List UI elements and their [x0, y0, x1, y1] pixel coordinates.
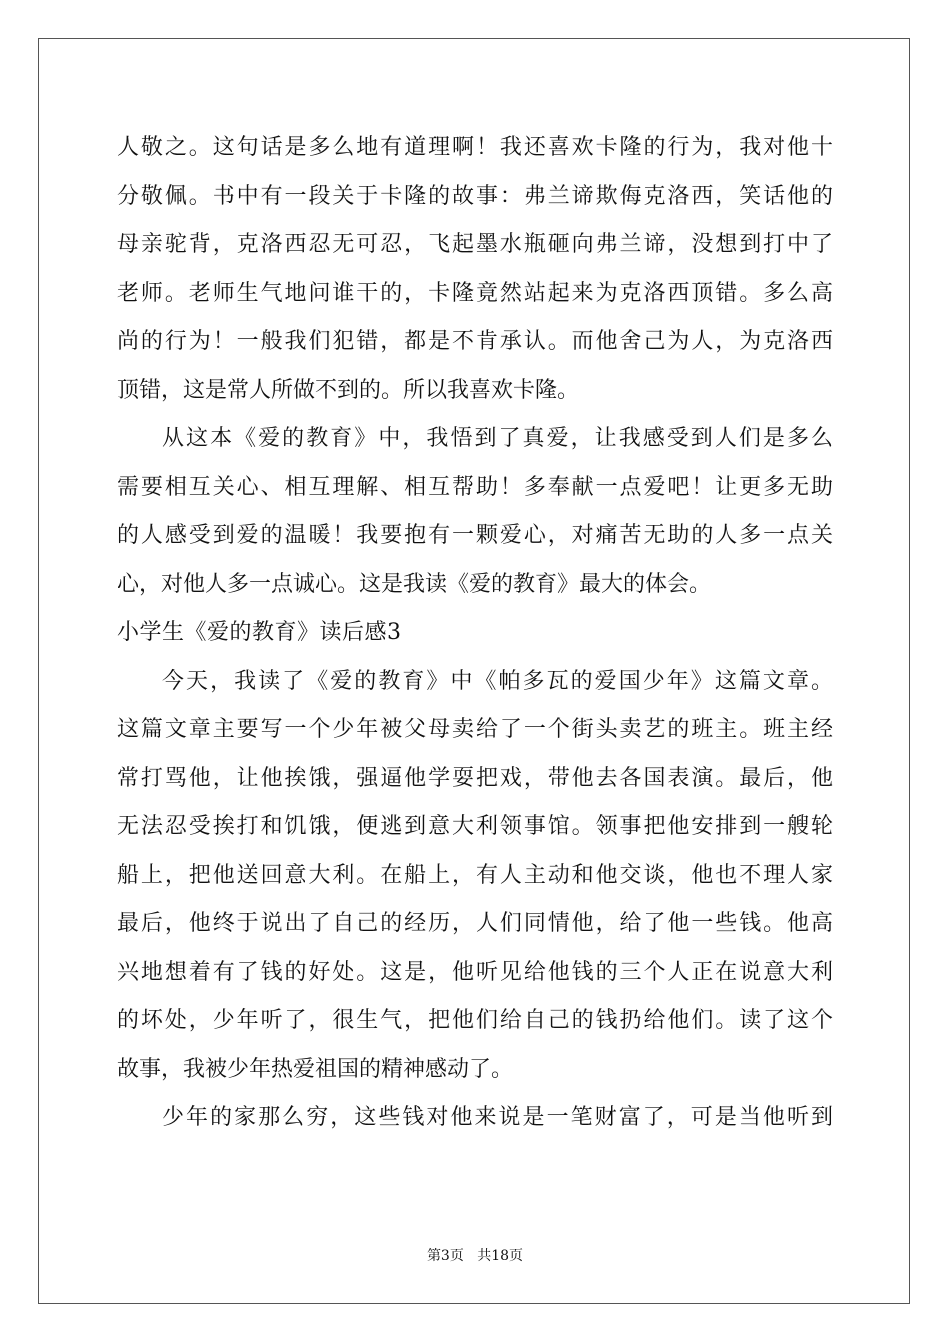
text-line: 船上，把他送回意大利。在船上，有人主动和他交谈，他也不理人家 — [117, 862, 833, 888]
text-line: 人敬之。这句话是多么地有道理啊！我还喜欢卡隆的行为，我对他十 — [117, 135, 833, 160]
document-body — [117, 124, 833, 1143]
text-line: 兴地想着有了钱的好处。这是，他听见给他钱的三个人正在说意大利 — [117, 959, 833, 985]
text-line: 这篇文章主要写一个少年被父母卖给了一个街头卖艺的班主。班主经 — [117, 717, 833, 742]
text-line: 分敬佩。书中有一段关于卡隆的故事：弗兰谛欺侮克洛西，笑话他的 — [117, 183, 833, 209]
text-line: 的坏处，少年听了，很生气，把他们给自己的钱扔给他们。读了这个 — [117, 1008, 833, 1033]
text-line: 无法忍受挨打和饥饿，便逃到意大利领事馆。领事把他安排到一艘轮 — [117, 814, 833, 839]
text-line: 老师。老师生气地问谁干的，卡隆竟然站起来为克洛西顶错。多么高 — [117, 280, 833, 306]
page-footer — [0, 1245, 950, 1265]
text-line: 最后，他终于说出了自己的经历，人们同情他，给了他一些钱。他高 — [117, 911, 833, 936]
text-line: 从这本《爱的教育》中，我悟到了真爱，让我感受到人们是多么 — [162, 426, 833, 451]
text-line: 常打骂他，让他挨饿，强逼他学耍把戏，带他去各国表演。最后，他 — [117, 765, 833, 791]
text-line: 心，对他人多一点诚心。这是我读《爱的教育》最大的体会。 — [117, 571, 712, 597]
text-line: 今天，我读了《爱的教育》中《帕多瓦的爱国少年》这篇文章。 — [162, 668, 833, 694]
text-line: 需要相互关心、相互理解、相互帮助！多奉献一点爱吧！让更多无助 — [117, 474, 833, 500]
text-line: 尚的行为！一般我们犯错，都是不肯承认。而他舍己为人，为克洛西 — [117, 329, 833, 354]
section-heading: 小学生《爱的教育》读后感3 — [117, 620, 402, 645]
text-line: 顶错，这是常人所做不到的。所以我喜欢卡隆。 — [117, 377, 580, 403]
page-total: 共18页 — [477, 1248, 524, 1264]
text-line: 少年的家那么穷，这些钱对他来说是一笔财富了，可是当他听到 — [162, 1105, 833, 1130]
page-number: 第3页 — [426, 1248, 464, 1264]
text-line: 母亲驼背，克洛西忍无可忍，飞起墨水瓶砸向弗兰谛，没想到打中了 — [117, 232, 833, 257]
text-line: 故事，我被少年热爱祖国的精神感动了。 — [117, 1056, 514, 1082]
text-line: 的人感受到爱的温暖！我要抱有一颗爱心，对痛苦无助的人多一点关 — [117, 523, 833, 548]
